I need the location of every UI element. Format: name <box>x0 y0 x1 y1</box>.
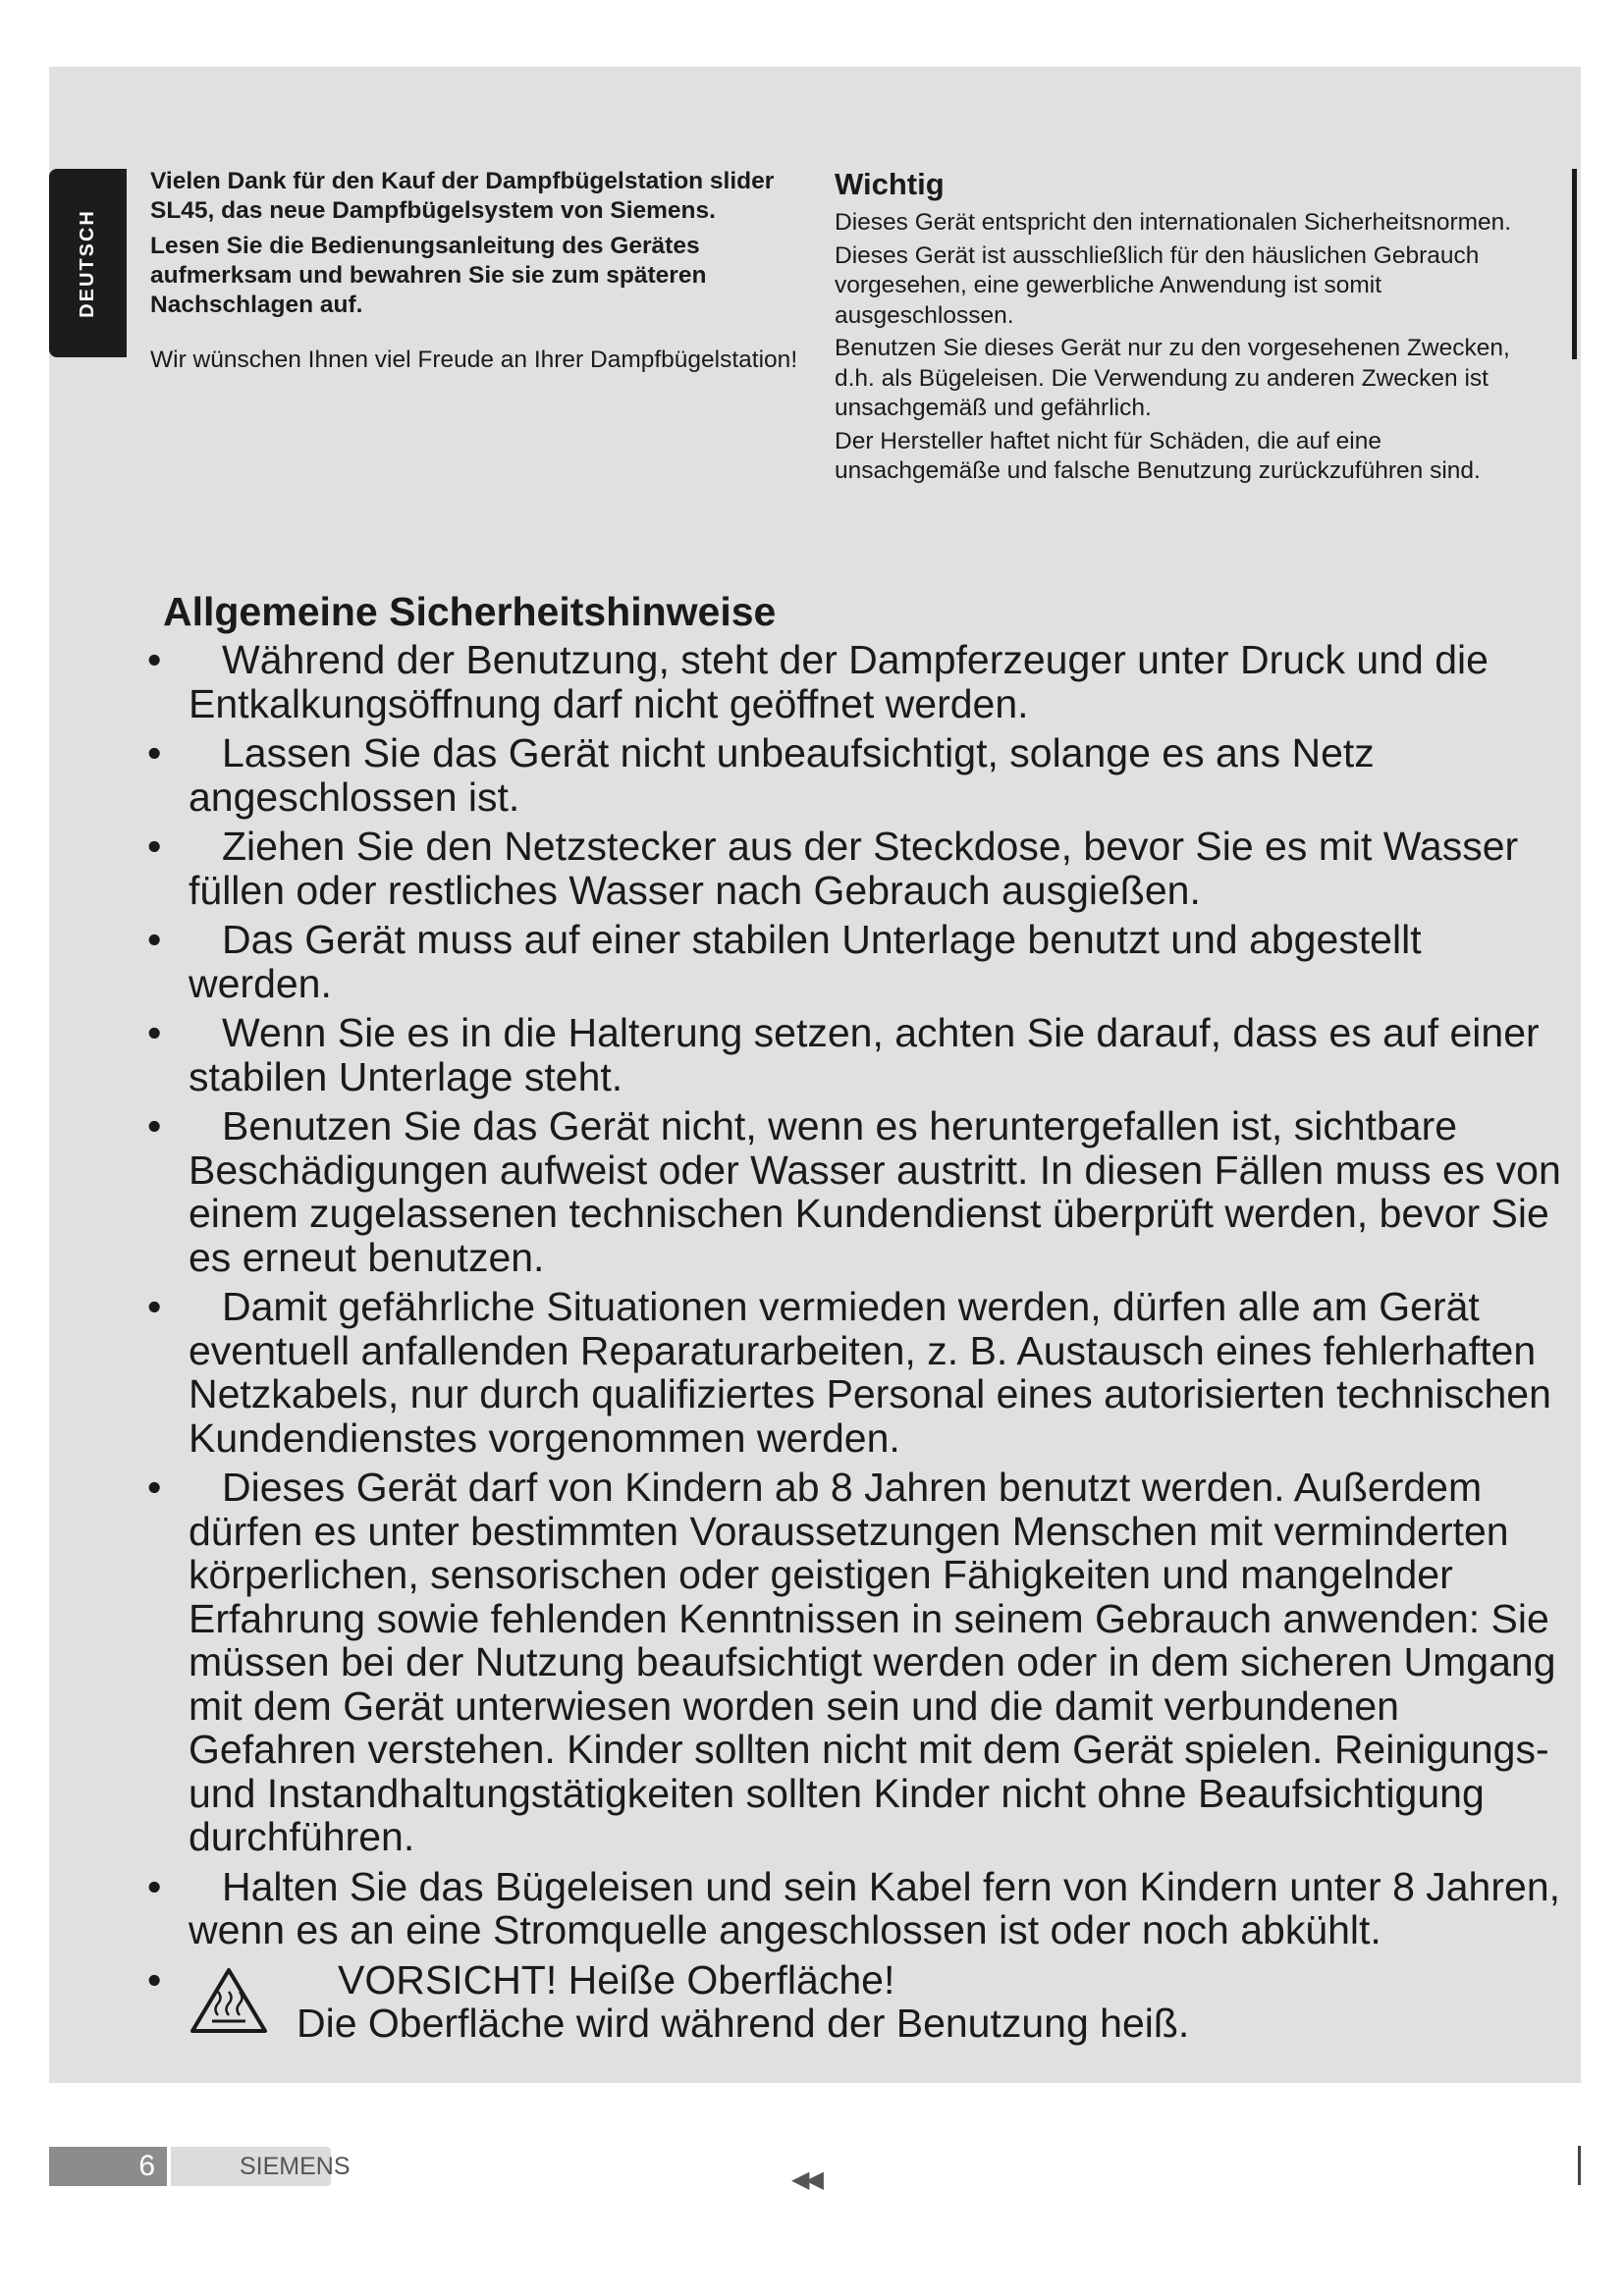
important-title: Wichtig <box>835 167 945 201</box>
intro-read-instructions: Lesen Sie die Bedienungsanleitung des Gerätes aufmerksam und bewahren Sie sie zum späteren Nachschlagen auf. <box>150 233 707 318</box>
bullet: • <box>147 730 162 775</box>
bullet: • <box>147 1103 162 1148</box>
back-nav-icon[interactable]: ◀◀ <box>791 2166 820 2193</box>
bullet: • <box>147 1863 162 1909</box>
warning-block <box>189 1958 1561 2046</box>
warning-item <box>147 1958 1561 2046</box>
list-item <box>147 1285 1561 1460</box>
list-item <box>147 825 1561 912</box>
margin-rule <box>1572 169 1577 359</box>
important-paragraph: Dieses Gerät entspricht den internationalen Sicherheitsnormen. <box>835 209 1512 236</box>
list-item <box>147 731 1561 819</box>
important-paragraph: Dieses Gerät ist ausschließlich für den häuslichen Gebrauch vorgesehen, eine gewerbliche Anwendung ist somit ausgeschlossen. <box>835 241 1480 329</box>
list-item-text: Dieses Gerät darf von Kindern ab 8 Jahren benutzt werden. Außerdem dürfen es unter bestimmten Voraussetzungen Menschen mit verminderten körperlichen, sensorischen oder geistigen Fähigkeiten und mangelnder Erfahrung sowie fehlenden Kenntnissen in seinem Gebrauch anwenden: Sie müssen bei der Nutzung beaufsichtigt werden oder in dem sicheren Umgang mit dem Gerät unterwiesen worden sein und die damit verbundenen Gefahren verstehen. Kinder sollten nicht mit dem Gerät spielen. Reinigungs- und Instandhaltungstätigkeiten sollten Kinder nicht ohne Beaufsichtigung durchführen. <box>189 1465 1556 1859</box>
list-item-text: Wenn Sie es in die Halterung setzen, achten Sie darauf, dass es auf einer stabilen Unterlage steht. <box>189 1010 1540 1099</box>
bullet: • <box>147 1010 162 1055</box>
list-item-text: Während der Benutzung, steht der Dampferzeuger unter Druck und die Entkalkungsöffnung darf nicht geöffnet werden. <box>189 637 1489 726</box>
important-block <box>835 167 1542 490</box>
list-item <box>147 918 1561 1005</box>
list-item-text: Lassen Sie das Gerät nicht unbeaufsichtigt, solange es ans Netz angeschlossen ist. <box>189 730 1375 820</box>
list-item-text: Das Gerät muss auf einer stabilen Unterlage benutzt und abgestellt werden. <box>189 917 1422 1006</box>
warning-text: Die Oberfläche wird während der Benutzung heiß. <box>297 2001 1190 2046</box>
important-paragraph: Benutzen Sie dieses Gerät nur zu den vorgesehenen Zwecken, d.h. als Bügeleisen. Die Verwendung zu anderen Zwecken ist unsachgemäß und gefährlich. <box>835 335 1510 421</box>
list-item <box>147 1865 1561 1952</box>
brand-name <box>171 2147 351 2186</box>
list-item <box>147 1011 1561 1098</box>
list-item-text: Benutzen Sie das Gerät nicht, wenn es heruntergefallen ist, sichtbare Beschädigungen aufweist oder Wasser austritt. In diesen Fällen muss es von einem zugelassenen technischen Kundendienst überprüft werden, bevor Sie es erneut benutzen. <box>189 1103 1561 1280</box>
footer <box>49 2147 351 2186</box>
intro-thanks: Vielen Dank für den Kauf der Dampfbügelstation slider SL45, das neue Dampfbügelsystem von Siemens. <box>150 168 775 224</box>
list-item <box>147 1104 1561 1279</box>
bullet: • <box>147 824 162 869</box>
language-tab-label: DEUTSCH <box>77 208 99 318</box>
intro-wish: Wir wünschen Ihnen viel Freude an Ihrer Dampfbügelstation! <box>150 347 798 373</box>
footer-rule <box>1578 2146 1581 2185</box>
warning-title: VORSICHT! Heiße Oberfläche! <box>338 1956 895 2002</box>
safety-title: Allgemeine Sicherheitshinweise <box>163 589 777 634</box>
brand-label: SIEMENS <box>240 2153 351 2180</box>
hot-surface-warning-icon <box>189 1966 269 2035</box>
bullet: • <box>147 917 162 962</box>
bullet: • <box>147 1465 162 1510</box>
bullet: • <box>147 637 162 682</box>
bullet: • <box>147 1956 162 2002</box>
list-item <box>147 1466 1561 1859</box>
list-item-text: Ziehen Sie den Netzstecker aus der Steckdose, bevor Sie es mit Wasser füllen oder restliches Wasser nach Gebrauch ausgießen. <box>189 824 1519 913</box>
list-item-text: Halten Sie das Bügeleisen und sein Kabel fern von Kindern unter 8 Jahren, wenn es an eine Stromquelle angeschlossen ist oder noch abkühlt. <box>189 1863 1561 1952</box>
intro-block <box>150 167 798 376</box>
bullet: • <box>147 1284 162 1329</box>
language-tab <box>49 169 127 357</box>
page-number: 6 <box>49 2147 167 2186</box>
safety-list <box>147 638 1561 2052</box>
list-item-text: Damit gefährliche Situationen vermieden werden, dürfen alle am Gerät eventuell anfallenden Reparaturarbeiten, z. B. Austausch eines fehlerhaften Netzkabels, nur durch qualifiziertes Personal eines autorisierten technischen Kundendienstes vorgenommen werden. <box>189 1284 1551 1461</box>
important-paragraph: Der Hersteller haftet nicht für Schäden, die auf eine unsachgemäße und falsche Benutzung zurückzuführen sind. <box>835 427 1481 484</box>
list-item <box>147 638 1561 725</box>
